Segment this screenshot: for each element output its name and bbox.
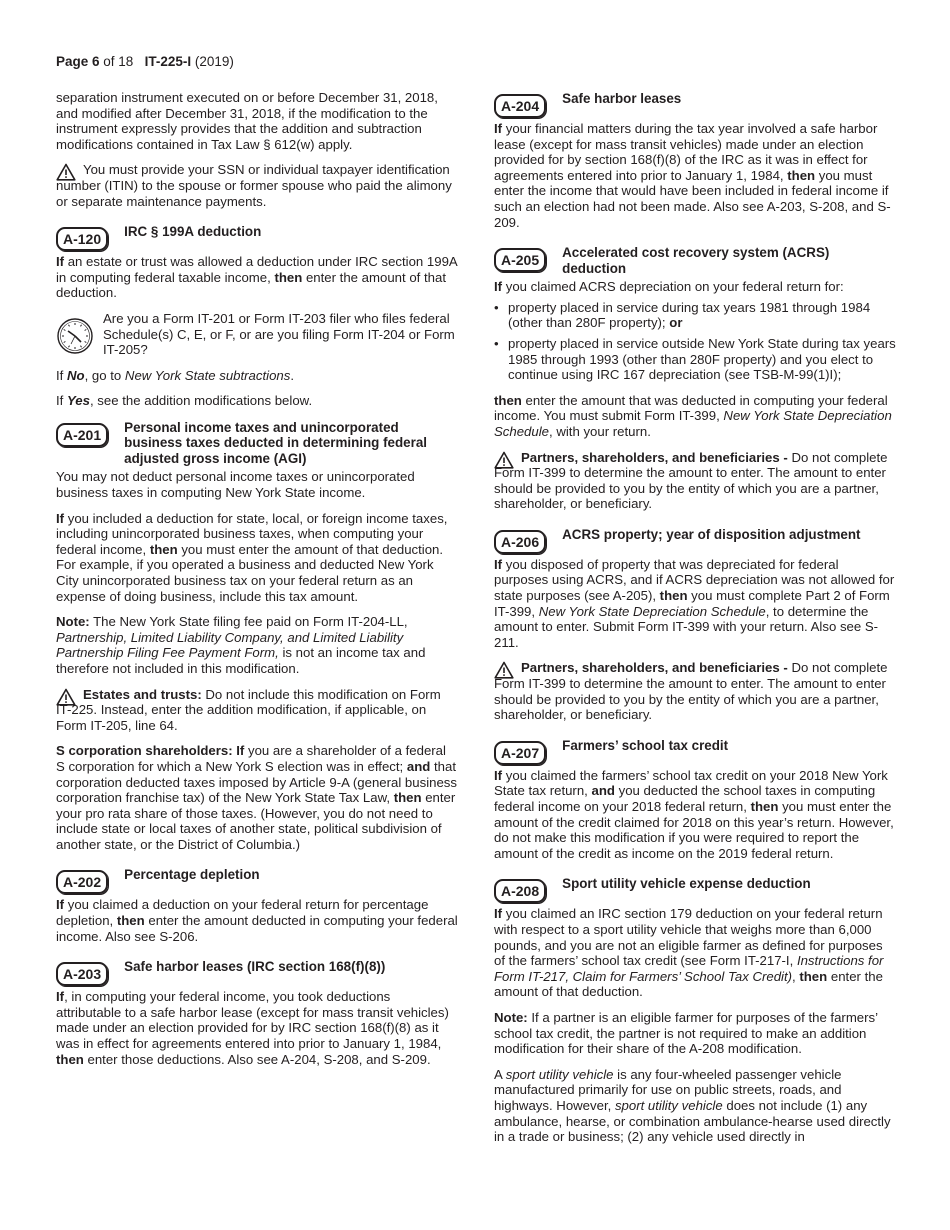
section-title: Safe harbor leases (IRC section 168(f)(8))	[124, 959, 386, 975]
section-note: Note: If a partner is an eligible farmer for purposes of the farmers’ school tax credit, the partner is not required to make an addition modification for their share of the A-208 modification.	[494, 1009, 878, 1057]
section-a205	[494, 244, 896, 276]
ssn-warning: You must provide your SSN or individual taxpayer identification number (ITIN) to the spouse or former spouse who paid the alimony or separate maintenance payments.	[56, 162, 452, 209]
section-title: Personal income taxes and unincorporated business taxes deducted in determining federal adjusted gross income (AGI)	[124, 419, 427, 466]
list-item: • property placed in service during tax years 1981 through 1984 (other than 280F property); or	[494, 300, 896, 331]
section-body: If, in computing your federal income, you took deductions attributable to a safe harbor lease (except for mass transit vehicles) made under an election provided for by IRC section 168(f)(8) as it was in effect for agreements entered into prior to January 1, 1984, then enter those deductions. Also see A-204, S-208, and S-209.	[56, 989, 449, 1067]
section-body: If you claimed an IRC section 179 deduction on your federal return with respect to a sport utility vehicle that weighs more than 6,000 pounds, and you are not an eligible farmer as defined for purposes of the farmers’ school tax credit (see Form IT-217-I, Instructions for Form IT-217, Claim for Farmers’ School Tax Credit), then enter the amount of that deduction.	[494, 906, 884, 1000]
partners-warning: Partners, shareholders, and beneficiaries - Do not complete Form IT-399 to determine the amount to enter. The amount to enter should be provided to you by the entity of which you are a partner, shareholder, or beneficiary.	[494, 449, 888, 512]
page-header	[56, 54, 234, 70]
page-number: Page 6	[56, 54, 100, 69]
section-title: Sport utility vehicle expense deduction	[562, 876, 811, 892]
list-item: • property placed in service outside New York State during tax years 1985 through 1993 (other than 280F property) and you elect to continue using IRC 167 depreciation (see TSB-M-99(1)I);	[494, 336, 896, 383]
section-body: If you claimed the farmers’ school tax credit on your 2018 New York State tax return, and you deducted the school taxes in computing federal income on your 2018 federal return, then you must enter the amount of the credit claimed for 2018 on this year’s return. However, do not make this modification if you were required to report the amount of the credit as income on the 2019 federal return.	[494, 767, 894, 861]
section-a206	[494, 526, 896, 554]
section-title: Accelerated cost recovery system (ACRS) deduction	[562, 245, 830, 276]
section-a201	[56, 419, 458, 467]
section-body: If you claimed a deduction on your federal return for percentage depletion, then enter the amount deducted in computing your federal income. Also see S-206.	[56, 897, 458, 944]
property-list	[494, 300, 896, 383]
s-corp-paragraph: S corporation shareholders: If you are a shareholder of a federal S corporation for which a New York S election was in effect; and that corporation deducted taxes imposed by Article 9-A (general business corporation franchise tax) of the New York State Tax Law, then enter your pro rata share of those taxes. (However, you do not need to include state or local taxes of another state, political subdivision of another state, or the District of Columbia.)	[56, 743, 457, 852]
filer-question-text: Are you a Form IT-201 or Form IT-203 filer who files federal Schedule(s) C, E, or F, or are you filing Form IT-204 or Form IT-205?	[103, 310, 455, 358]
warning-icon	[494, 661, 514, 679]
section-body: If you included a deduction for state, local, or foreign income taxes, including unincorporated business taxes, when computing your federal income, then you must enter the amount of that deduction. For example, if you operated a business and deducted New York City unincorporated business tax on your federal return as an expense of doing business, include this tax amount.	[56, 510, 448, 604]
section-title: Percentage depletion	[124, 867, 260, 883]
section-note: Note: The New York State filing fee paid on Form IT-204-LL, Partnership, Limited Liability Company, and Limited Liability Partnership Filing Fee Payment Form, is not an income tax and therefore not included in this modification.	[56, 614, 426, 676]
filer-question	[56, 311, 458, 358]
section-body: If you disposed of property that was depreciated for federal purposes using ACRS, and if ACRS depreciation was not allowed for state purposes (see A-205), then you must complete Part 2 of Form IT-399, New York State Depreciation Schedule, to determine the amount to enter. Submit Form IT-399 with your return. Also see S-211.	[494, 556, 895, 650]
code-badge: A-204	[494, 94, 546, 118]
form-name: IT-225-I	[144, 54, 192, 69]
left-column	[56, 90, 458, 1077]
section-a207	[494, 737, 896, 765]
section-body: If your financial matters during the tax year involved a safe harbor lease (except for mass transit vehicles) made under an election provided for by section 168(f)(8) of the IRC as it was in effect for agreements entered into prior to January 1, 1984, then you must enter the income that would have been included in federal income if such an election had not been made. Also see A-203, S-208, and S-209.	[494, 121, 891, 230]
code-badge: A-201	[56, 423, 108, 447]
warning-icon	[56, 163, 76, 181]
suv-definition: A sport utility vehicle is any four-wheeled passenger vehicle manufactured primarily for use on public streets, roads, and highways. However, sport utility vehicle does not include (1) any ambulance, hearse, or combination ambulance-hearse used directly in a trade or business; (2) any vehicle used directly in	[494, 1066, 891, 1145]
section-body: If an estate or trust was allowed a deduction under IRC section 199A in computing federal taxable income, then enter the amount of that deduction.	[56, 254, 457, 301]
warning-icon	[56, 688, 76, 706]
estates-warning: Estates and trusts: Do not include this modification on Form IT-225. Instead, enter the addition modification, if applicable, on Form IT-205, line 64.	[56, 686, 441, 733]
code-badge: A-205	[494, 248, 546, 272]
code-badge: A-208	[494, 879, 546, 903]
warning-icon	[494, 451, 514, 469]
section-a203	[56, 958, 458, 986]
code-badge: A-207	[494, 741, 546, 765]
code-badge: A-202	[56, 870, 108, 894]
page-total: of 18	[99, 54, 134, 69]
section-a208	[494, 875, 896, 903]
right-column	[494, 90, 896, 1155]
section-a204	[494, 90, 896, 118]
code-badge: A-120	[56, 227, 108, 251]
clock-icon	[56, 317, 94, 355]
section-title: Farmers’ school tax credit	[562, 737, 729, 753]
partners-warning: Partners, shareholders, and beneficiaries - Do not complete Form IT-399 to determine the amount to enter. The amount to enter should be provided to you by the entity of which you are a partner, shareholder, or beneficiary.	[494, 660, 888, 723]
section-title: ACRS property; year of disposition adjustment	[562, 526, 861, 542]
section-body: You may not deduct personal income taxes or unincorporated business taxes in computing New York State income.	[56, 469, 415, 500]
section-body: then enter the amount that was deducted in computing your federal income. You must submit Form IT-399, New York State Depreciation Schedule, with your return.	[494, 392, 892, 439]
section-a120	[56, 223, 458, 251]
form-year: (2019)	[191, 54, 234, 69]
if-no-instruction: If No, go to New York State subtractions.	[56, 367, 295, 383]
continued-paragraph: separation instrument executed on or before December 31, 2018, and modified after December 31, 2018, if the modification to the instrument expressly provides that the addition and subtraction modifications contained in Tax Law § 612(w) apply.	[56, 90, 438, 152]
section-title: Safe harbor leases	[562, 91, 682, 106]
section-a202	[56, 866, 458, 894]
section-body: If you claimed ACRS depreciation on your federal return for:	[494, 279, 844, 295]
if-yes-instruction: If Yes, see the addition modifications below.	[56, 393, 313, 409]
section-title: IRC § 199A deduction	[124, 224, 262, 240]
code-badge: A-203	[56, 962, 108, 986]
code-badge: A-206	[494, 530, 546, 554]
